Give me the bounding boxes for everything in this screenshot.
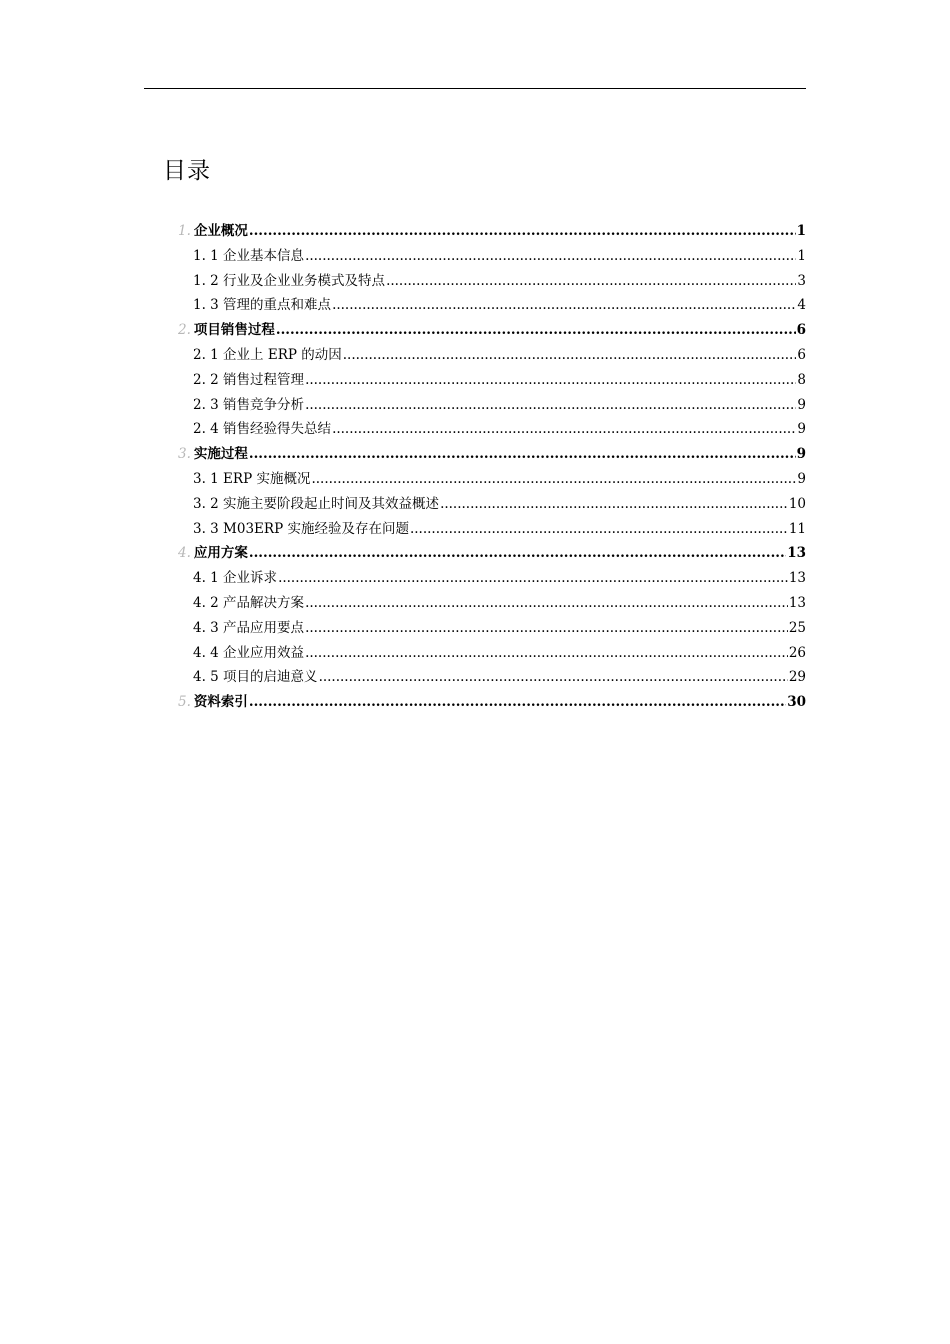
toc-entry-section[interactable] bbox=[193, 366, 806, 388]
toc-entry-text: 实施过程 bbox=[193, 446, 248, 463]
toc-entry-text: 应用方案 bbox=[193, 545, 248, 562]
toc-entry-text: 资料索引 bbox=[193, 694, 248, 711]
toc-entry-chapter[interactable] bbox=[178, 539, 806, 561]
toc-chapter-number: 1. bbox=[178, 223, 191, 239]
toc-entry-section[interactable] bbox=[193, 267, 806, 289]
dot-leader bbox=[278, 570, 788, 586]
toc-entry-chapter[interactable] bbox=[178, 688, 806, 710]
dot-leader bbox=[249, 545, 786, 561]
dot-leader bbox=[332, 421, 796, 437]
dot-leader bbox=[249, 694, 786, 710]
toc-entry-text: 4. 1 企业诉求 bbox=[193, 570, 278, 587]
toc-page-number: 9 bbox=[796, 446, 806, 463]
dot-leader bbox=[305, 595, 788, 611]
dot-leader bbox=[319, 669, 788, 685]
toc-entry-section[interactable] bbox=[193, 663, 806, 685]
toc-page-number: 13 bbox=[788, 595, 806, 611]
dot-leader bbox=[249, 446, 796, 462]
toc-entry-chapter[interactable] bbox=[178, 316, 806, 338]
toc-entry-text: 企业概况 bbox=[193, 223, 248, 239]
toc-page-number: 9 bbox=[797, 396, 806, 413]
dot-leader bbox=[332, 297, 796, 313]
toc-chapter-number: 5. bbox=[178, 694, 191, 711]
toc-entry-text: 1. 1 企业基本信息 bbox=[193, 247, 305, 264]
toc-entry-chapter[interactable] bbox=[178, 440, 806, 462]
header-rule bbox=[144, 88, 806, 89]
toc-entry-section[interactable] bbox=[193, 639, 806, 661]
toc-page-number: 9 bbox=[797, 471, 806, 487]
toc-entry-text: 4. 5 项目的启迪意义 bbox=[193, 669, 318, 686]
toc-entry-text: 4. 3 产品应用要点 bbox=[193, 619, 305, 636]
toc-page-number: 6 bbox=[796, 322, 806, 339]
toc-page-number: 13 bbox=[788, 570, 806, 587]
toc-page-number: 29 bbox=[788, 669, 806, 686]
toc-page-number: 3 bbox=[797, 272, 806, 289]
dot-leader bbox=[276, 322, 796, 338]
toc-entry-section[interactable] bbox=[193, 490, 806, 512]
toc-page-number: 8 bbox=[797, 371, 806, 388]
dot-leader bbox=[311, 471, 796, 487]
toc-page-number: 6 bbox=[797, 347, 806, 363]
toc-entry-section[interactable] bbox=[193, 589, 806, 611]
toc-entry-text: 2. 4 销售经验得失总结 bbox=[193, 421, 332, 438]
toc-entry-text: 1. 3 管理的重点和难点 bbox=[193, 297, 332, 314]
dot-leader bbox=[305, 248, 796, 264]
toc-entry-section[interactable] bbox=[193, 564, 806, 586]
toc-entry-text: 4. 4 企业应用效益 bbox=[193, 644, 305, 661]
toc-entry-text: 2. 2 销售过程管理 bbox=[193, 371, 305, 388]
toc-page-number: 1 bbox=[796, 223, 806, 239]
toc-page-number: 13 bbox=[787, 545, 806, 562]
toc-entry-text: 3. 3 M03ERP 实施经验及存在问题 bbox=[193, 520, 409, 537]
toc-entry-text: 2. 3 销售竞争分析 bbox=[193, 396, 305, 413]
dot-leader bbox=[440, 496, 788, 512]
toc-chapter-number: 4. bbox=[178, 545, 191, 562]
dot-leader bbox=[305, 397, 796, 413]
toc-chapter-number: 2. bbox=[178, 322, 191, 339]
toc-page-number: 11 bbox=[788, 520, 806, 537]
toc-page-number: 25 bbox=[788, 619, 806, 636]
dot-leader bbox=[249, 223, 796, 239]
toc-page-number: 10 bbox=[788, 495, 806, 512]
toc-entry-section[interactable] bbox=[193, 614, 806, 636]
toc-entry-text: 3. 2 实施主要阶段起止时间及其效益概述 bbox=[193, 495, 440, 512]
toc-page-number: 4 bbox=[797, 297, 806, 314]
dot-leader bbox=[305, 372, 796, 388]
toc-title: 目录 bbox=[163, 158, 211, 184]
dot-leader bbox=[410, 521, 788, 537]
dot-leader bbox=[386, 273, 796, 289]
toc-entry-text: 项目销售过程 bbox=[193, 322, 275, 339]
dot-leader bbox=[343, 347, 797, 363]
toc-entry-section[interactable] bbox=[193, 341, 806, 363]
toc-entry-section[interactable] bbox=[193, 465, 806, 487]
toc-page-number: 26 bbox=[788, 644, 806, 661]
toc-page-number: 1 bbox=[797, 247, 806, 264]
toc-entry-text: 1. 2 行业及企业业务模式及特点 bbox=[193, 272, 386, 289]
toc-chapter-number: 3. bbox=[178, 446, 191, 463]
dot-leader bbox=[305, 620, 788, 636]
toc-entry-text: 4. 2 产品解决方案 bbox=[193, 595, 305, 611]
toc-entry-section[interactable] bbox=[193, 242, 806, 264]
toc-entry-section[interactable] bbox=[193, 391, 806, 413]
toc-page-number: 9 bbox=[797, 421, 806, 438]
toc-entry-section[interactable] bbox=[193, 515, 806, 537]
toc-entry-text: 2. 1 企业上 ERP 的动因 bbox=[193, 347, 342, 363]
toc-entry-section[interactable] bbox=[193, 415, 806, 437]
toc-page-number: 30 bbox=[787, 694, 806, 711]
toc-entry-text: 3. 1 ERP 实施概况 bbox=[193, 471, 311, 487]
dot-leader bbox=[305, 645, 788, 661]
toc-entry-chapter[interactable] bbox=[178, 217, 806, 239]
toc-entry-section[interactable] bbox=[193, 291, 806, 313]
